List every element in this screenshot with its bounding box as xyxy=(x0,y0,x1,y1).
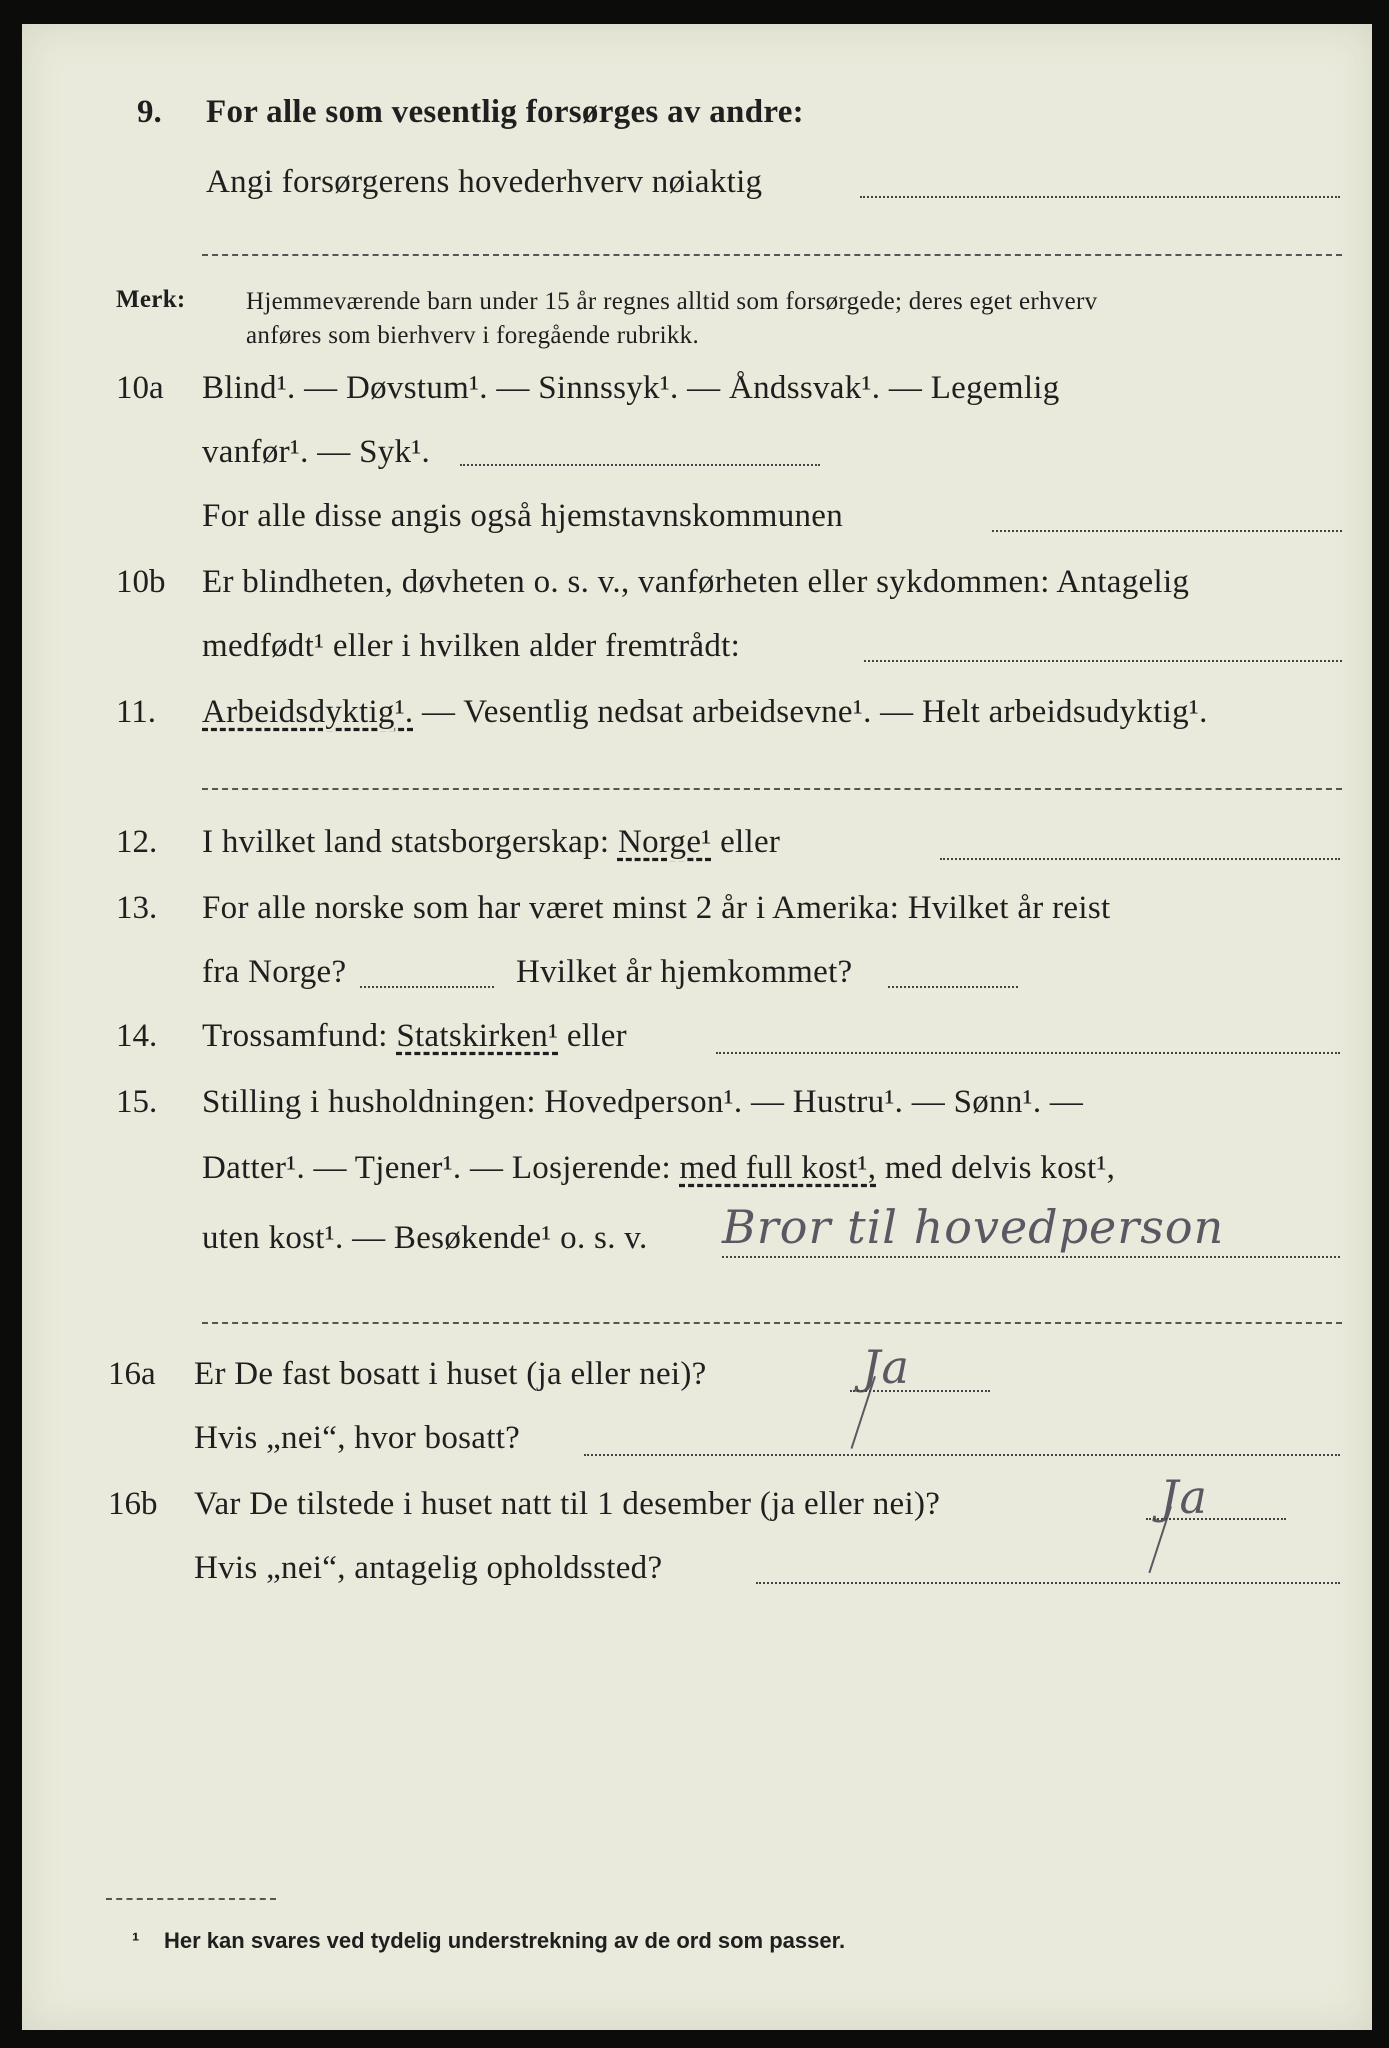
q15-underlined-option[interactable]: med full kost¹, xyxy=(679,1150,877,1186)
q15-line2: Datter¹. — Tjener¹. — Losjerende: med full kost¹, med delvis kost¹, xyxy=(202,1150,1116,1186)
q16a-handwritten-answer: Ja xyxy=(862,1340,910,1394)
q16a-answer-line[interactable] xyxy=(850,1390,990,1392)
q15-handwritten-answer: Bror til hovedperson xyxy=(722,1200,1225,1254)
q10b-answer-line[interactable] xyxy=(864,660,1342,662)
q10a-line2: vanfør¹. — Syk¹. xyxy=(202,434,431,470)
q10a-number: 10a xyxy=(116,370,164,406)
q15-line1: Stilling i husholdningen: Hovedperson¹. — Hustru¹. — Sønn¹. — xyxy=(202,1084,1084,1120)
merk-label: Merk: xyxy=(116,286,186,313)
q16b-number: 16b xyxy=(108,1486,158,1522)
q13-reist-line[interactable] xyxy=(360,986,494,988)
q13-line1: For alle norske som har været minst 2 år i Amerika: Hvilket år reist xyxy=(202,890,1111,926)
q12-answer-line[interactable] xyxy=(940,858,1340,860)
q14-underlined-option[interactable]: Statskirken¹ xyxy=(396,1018,559,1054)
q15-answer-line[interactable] xyxy=(722,1256,1340,1258)
q14-line: Trossamfund: Statskirken¹ eller xyxy=(202,1018,627,1054)
q13-part-a: fra Norge? xyxy=(202,954,347,990)
footnote-text: Her kan svares ved tydelig understrekning av de ord som passer. xyxy=(164,1928,846,1953)
q15-line3: uten kost¹. — Besøkende¹ o. s. v. xyxy=(202,1220,648,1256)
q16b-line1: Var De tilstede i huset natt til 1 desember (ja eller nei)? xyxy=(194,1486,941,1522)
q13-hjem-line[interactable] xyxy=(888,986,1018,988)
q11-extra-line[interactable] xyxy=(202,788,1342,790)
q16b-answer-line[interactable] xyxy=(1146,1518,1286,1520)
q10b-number: 10b xyxy=(116,564,166,600)
census-form-page xyxy=(22,24,1372,2030)
q16b-opholdssted-line[interactable] xyxy=(756,1582,1340,1584)
q13-part-b: Hvilket år hjemkommet? xyxy=(516,954,853,990)
q16a-number: 16a xyxy=(108,1356,156,1392)
q10a-home-line[interactable] xyxy=(992,530,1342,532)
q16a-line2: Hvis „nei“, hvor bosatt? xyxy=(194,1420,521,1456)
q16a-line1: Er De fast bosatt i huset (ja eller nei)? xyxy=(194,1356,707,1392)
q10a-answer-line[interactable] xyxy=(460,464,820,466)
q9-extra-line[interactable] xyxy=(202,254,1342,256)
q9-line2: Angi forsørgerens hovederhverv nøiaktig xyxy=(206,164,763,200)
q10b-line1: Er blindheten, døvheten o. s. v., vanførheten eller sykdommen: Antagelig xyxy=(202,564,1190,600)
q11-line: Arbeidsdyktig¹. — Vesentlig nedsat arbeidsevne¹. — Helt arbeidsudyktig¹. xyxy=(202,694,1208,730)
q12-number: 12. xyxy=(116,824,158,860)
q10a-line3: For alle disse angis også hjemstavnskommunen xyxy=(202,498,844,534)
q9-number: 9. xyxy=(137,94,162,130)
q16b-line2: Hvis „nei“, antagelig opholdssted? xyxy=(194,1550,663,1586)
q12-line: I hvilket land statsborgerskap: Norge¹ eller xyxy=(202,824,781,860)
merk-line2: anføres som bierhverv i foregående rubrikk. xyxy=(246,322,700,349)
q14-answer-line[interactable] xyxy=(716,1052,1340,1054)
footnote-divider xyxy=(106,1898,276,1900)
q9-line1: For alle som vesentlig forsørges av andre: xyxy=(206,94,804,130)
q16a-bosatt-line[interactable] xyxy=(584,1454,1340,1456)
q14-number: 14. xyxy=(116,1018,158,1054)
q11-underlined-option[interactable]: Arbeidsdyktig¹. xyxy=(202,694,414,730)
q13-number: 13. xyxy=(116,890,158,926)
q15-extra-line[interactable] xyxy=(202,1322,1342,1324)
merk-line1: Hjemmeværende barn under 15 år regnes alltid som forsørgede; deres eget erhverv xyxy=(246,288,1098,315)
q15-number: 15. xyxy=(116,1084,158,1120)
q9-answer-line[interactable] xyxy=(860,196,1340,198)
q10a-line1: Blind¹. — Døvstum¹. — Sinnssyk¹. — Åndssvak¹. — Legemlig xyxy=(202,370,1060,406)
q11-number: 11. xyxy=(116,694,157,730)
q16b-handwritten-answer: Ja xyxy=(1160,1470,1208,1524)
q10b-line2: medfødt¹ eller i hvilken alder fremtrådt: xyxy=(202,628,741,664)
q12-underlined-option[interactable]: Norge¹ xyxy=(617,824,712,860)
footnote-mark: ¹ xyxy=(132,1928,140,1953)
